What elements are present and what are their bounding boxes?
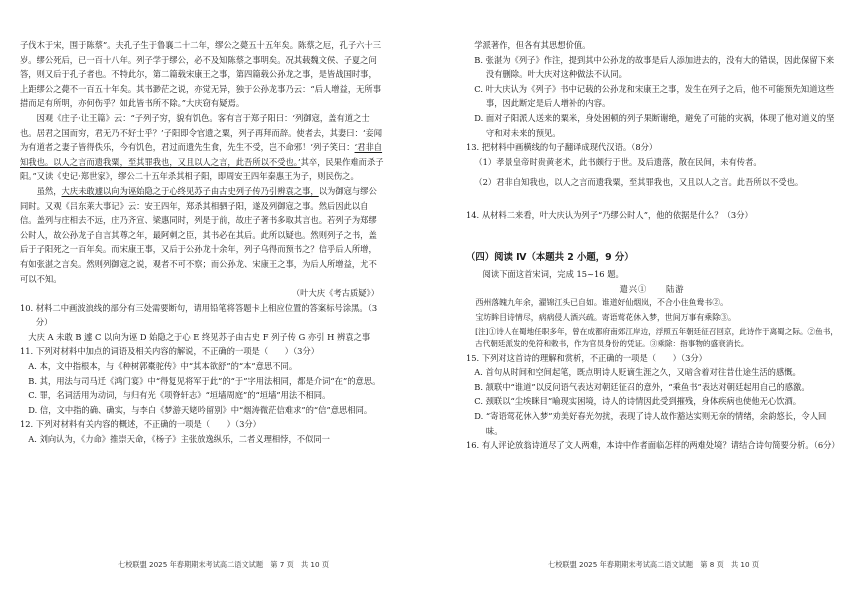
question-12: 12. 下列对材料有关内容的概述，不正确的一项是（ ）（3分） bbox=[20, 419, 261, 430]
q13-item-2: （2）君非自知我也，以人之言而遗我粟，至其罪我也，又且以人之言。此吾所以不受也。 bbox=[474, 177, 804, 188]
q11-option-a: A. 本，文中指根本，与《种树郭橐驼传》中“其本欲舒”的“本”意思不同。 bbox=[28, 361, 298, 372]
q13-item-1: （1）孝景皇帝时贵黄老术，此书颇行于世。及后遗落，散在民间，未有传者。 bbox=[474, 156, 762, 167]
q11-option-b: B. 其，用法与司马迁《鸿门宴》中“得复见将军于此”的“于”字用法相同，都是介词“在”的意思。 bbox=[28, 375, 381, 386]
poem-line-1: 西州落魄九年余，濯锦江头已自如。谁道好仙烟岚，不合小住鱼鸯书②。 bbox=[475, 298, 728, 308]
para3-text-b: 以为御寇与缪公同时。又观《吕东莱大事记》云：安王四年，郑杀其相驷子阳，遂及列御寇之事。然后因此以自信。盖列与庄相去不远，庄乃齐宣、梁惠同时，列是于前，故庄子著书多取其言也。若列子为郑缪公时人，故公孙龙子自言其尊之年，最阿刺之臣，其书必在其后。此所以疑也。然则列子之书，盖后于子阳死之一百年矣。而宋康王事，又后于公孙龙十余年，列子乌得而预书之？信乎后人所增，有如张湛之言矣。然则列御寇之说，观者不可不察；而公孙龙、宋康王之事，为后人所增益，尤不可以不知。 bbox=[20, 185, 377, 284]
para2-text-b: 其卒，民果作难而杀子阳。”又读《史记·郑世家》，缪公二十五年杀其相子阳，即周安王四年秦惠王为子，则民伤之。 bbox=[20, 156, 384, 182]
underlined-sentence: ‘君非自知我也。以人之言而遗我粟，至其罪我也，又且以人之言，此吾所以不受也。’ bbox=[20, 142, 383, 167]
q12-option-d: D. 面对子阳派人送来的粟米，身处困顿的列子果断谢绝，避免了可能的灾祸，体现了他对道义的坚守和对未来的预见。 bbox=[474, 112, 835, 138]
section-intro: 阅读下面这首宋词，完成 15~16 题。 bbox=[482, 269, 624, 280]
q11-option-c: C. 罪，名词活用为动词，与归有光《项脊轩志》“垣墙周庭”的“垣墙”用法不相同。 bbox=[28, 390, 331, 401]
q15-option-d: D. “寄语莺花休入梦”劝美好春光勿扰，表现了诗人故作豁达实则无奈的情绪，余韵悠长，令人回味。 bbox=[474, 411, 827, 436]
passage-paragraph-1: 子伐木于宋，围于陈蔡”。夫孔子生于鲁襄二十二年，缪公之薨五十五年矣。陈蔡之厄，孔子六十三岁。缪公死后，已一百十八年。列子学于缪公，必不及知陈蔡之事明矣。况其载魏文侯、子夏之问答，则又后于孔子者也。不特此尔，第二篇载宋康王之事，第四篇载公孙龙之事，是皆战国时事，上距缪公之薨不一百五十年矣。其书渺茫之说，亦觉无异，独于公孙龙事乃云：“后人增益，无所事措而足有所明，亦何伤乎？如此皆书所不除。”大庆窃有疑焉。 bbox=[20, 40, 382, 109]
passage-paragraph-2 bbox=[20, 111, 385, 184]
page-footer-right: 七校联盟 2025 年春期期末考试高二语文试题 第 8 页 共 10 页 bbox=[548, 560, 760, 569]
page-footer-left: 七校联盟 2025 年春期期末考试高二语文试题 第 7 页 共 10 页 bbox=[118, 560, 330, 569]
question-11: 11. 下列对材料中加点的词语及相关内容的解说，不正确的一项是（ ）（3分） bbox=[20, 346, 320, 357]
para3-text-a: 虽然， bbox=[36, 185, 62, 196]
right-column bbox=[466, 38, 838, 453]
question-15: 15. 下列对这首诗的理解和赏析，不正确的一项是（ ）（3分） bbox=[466, 352, 707, 363]
question-16: 16. 有人评论放翁诗道尽了文人两难，本诗中作者面临怎样的两难处境？请结合诗句简要分析。（6分） bbox=[466, 440, 840, 451]
left-column bbox=[20, 38, 385, 447]
passage-paragraph-3 bbox=[20, 184, 385, 286]
section-heading: （四）阅读 Ⅳ（本题共 2 小题，9 分） bbox=[466, 251, 634, 263]
q15-option-a: A. 首句从时间和空间起笔，既点明诗人贬谪生涯之久，又暗含着对往昔仕途生活的感慨。 bbox=[474, 367, 801, 378]
question-10-options: 大庆 A 未敢 B 遽 C 以向为诬 D 始隐之于心 E 终见苏子由古史 F 列子传 G 亦引 H 辨袁之事 bbox=[28, 331, 371, 342]
question-14: 14. 从材料二来看，叶大庆认为列子“乃缪公时人”，他的依据是什么？（3分） bbox=[466, 209, 753, 220]
poem-line-2: 宝坊眸目诗情尽，病病侵人酒兴疏。寄语莺花休入梦，世间万事有乘除③。 bbox=[475, 312, 736, 322]
para2-text-a: 因观《庄子·让王篇》云：“子列子穷，貌有饥色。客有言于郑子阳曰：‘列御寇，盖有道之士也。居君之国而穷，君无乃不好士乎？’子阳即令官遗之粟，列子再拜而辞。使者去，其妻曰：‘妾闻为有道者之妻子皆得佚乐，今有饥色，君过而遗先生食，先生不受，岂不命邪！’列子笑曰： bbox=[20, 112, 383, 153]
q15-option-b: B. 颔联中“谁道”以反问语气表达对朝廷征召的意外，“乘鱼书”表达对朝廷起用自己的感激。 bbox=[474, 381, 810, 392]
q12-option-b: B. 张湛为《列子》作注，提到其中公孙龙的故事是后人添加进去的，没有大的错误，因此保留下来没有删除。叶大庆对这种做法不认同。 bbox=[474, 54, 835, 80]
poem-note: [注]①诗人在蜀地任职多年，曾在成都府南郊江岸边，浮照五年朝廷征召回京，此诗作于离蜀之际。②鱼书，古代朝廷派发的免符和敕书，作为官员身份的凭证。③乘除：指事物的盛衰消长。 bbox=[475, 326, 838, 349]
q12-option-c: C. 叶大庆认为《列子》书中记载的公孙龙和宋康王之事，发生在列子之后，他不可能预先知道这些事，因此断定是后人增补的内容。 bbox=[474, 83, 835, 109]
wavy-underline-sentence: 大庆未敢遽以向为诬始隐之于心终见苏子由古史列子传乃引辨袁之事， bbox=[61, 185, 319, 196]
question-13: 13. 把材料中画横线的句子翻译成现代汉语。（8分） bbox=[466, 142, 658, 153]
question-10: 10. 材料二中画波浪线的部分有三处需要断句，请用铅笔将答题卡上相应位置的答案标号涂黑。（3分） bbox=[20, 302, 378, 328]
q12-option-a: A. 刘向认为，《力命》推崇天命，《杨子》主张放逸纵乐，二者义理相悖，不似同一 bbox=[28, 434, 330, 445]
q11-option-d: D. 信，文中指的确、确实，与李白《梦游天姥吟留别》中“烟涛微茫信难求”的“信”意思相同。 bbox=[28, 404, 373, 415]
poem-title: 遣兴① 陆游 bbox=[619, 283, 685, 294]
q12-option-a-continued: 学派著作，但各有其思想价值。 bbox=[474, 40, 591, 50]
q15-option-c: C. 颈联以“尘埃眯目”喻现实困境，诗人的诗情因此受到摧残，身体疾病也使他无心饮酒。 bbox=[474, 396, 802, 407]
passage-source: （叶大庆《考古质疑》） bbox=[291, 288, 379, 299]
